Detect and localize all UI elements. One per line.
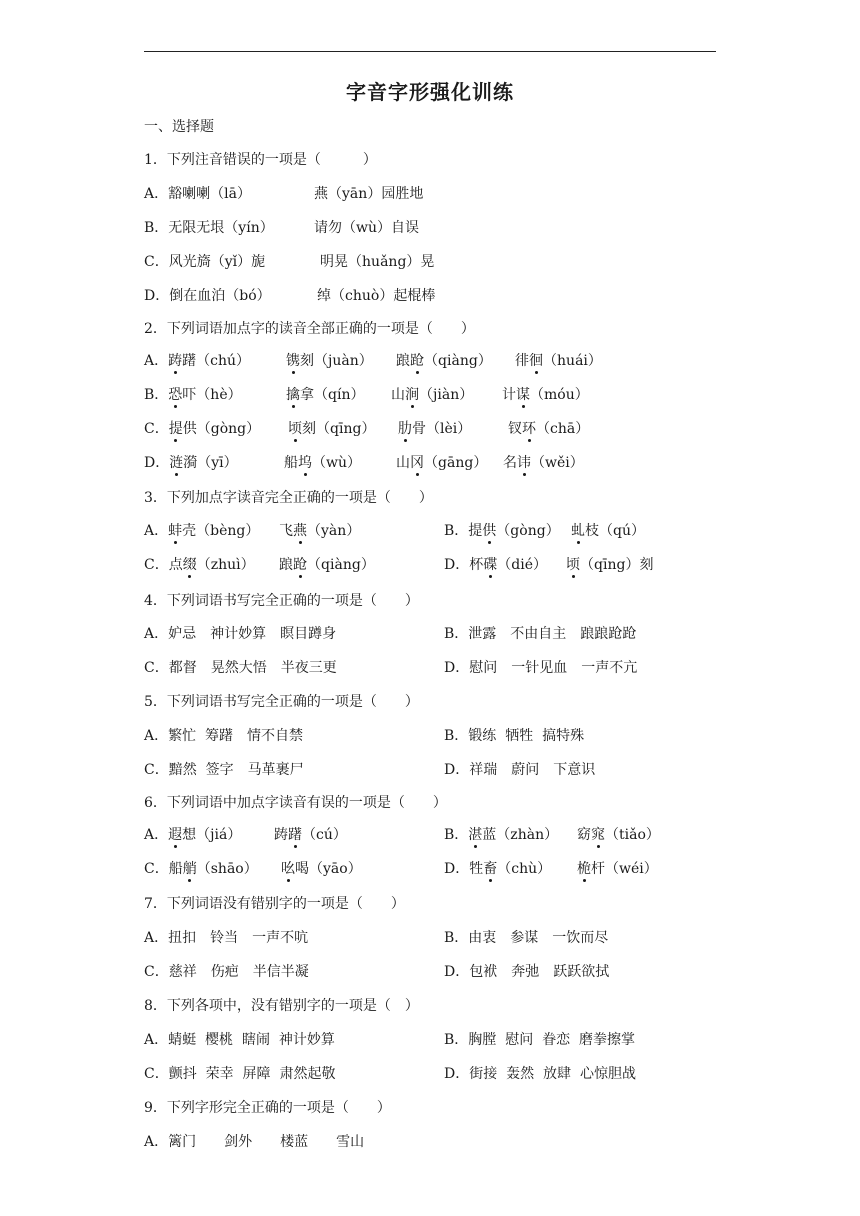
dotted-char: 镌 [286, 353, 300, 369]
line-segment: A．踌躇（chú） [144, 353, 251, 369]
dotted-char: 窕 [591, 827, 605, 843]
line-segment: D．街接 轰然 放肆 心惊胆战 [444, 1066, 636, 1082]
line-segment: 计谋（móu） [502, 387, 589, 403]
line-segment: 船坞（wù） [284, 455, 362, 471]
line-segment: C．黯然 签字 马革裹尸 [144, 762, 304, 778]
dotted-char: 涧 [405, 387, 419, 403]
line-segment: 钗环（chā） [508, 421, 590, 437]
question-line [144, 659, 724, 677]
dotted-char: 蚌 [168, 523, 183, 539]
line-segment: 燕（yān）园胜地 [314, 186, 424, 202]
line-segment: B．泄露 不由自主 踉踉跄跄 [444, 626, 637, 642]
line-segment: B．锻练 牺牲 搞特殊 [444, 728, 585, 744]
line-segment: 桅杆（wéi） [577, 861, 658, 877]
dotted-char: 遐 [168, 827, 183, 843]
line-segment: B．提供（gòng） [444, 523, 560, 539]
question-line [144, 151, 724, 169]
line-segment: B．由衷 参谋 一饮而尽 [444, 930, 609, 946]
line-segment: C．风光旖（yǐ）旎 [144, 254, 266, 270]
line-segment: 2．下列词语加点字的读音全部正确的一项是（ ） [144, 321, 475, 337]
question-line [144, 1133, 724, 1151]
dotted-char: 躇 [288, 827, 302, 843]
line-segment: 8．下列各项中，没有错别字的一项是（ ） [144, 998, 419, 1014]
line-segment: 踉跄（qiàng） [279, 557, 375, 573]
question-line [144, 1065, 724, 1083]
dotted-char: 缀 [182, 557, 197, 573]
line-segment: C．提供（gòng） [144, 421, 261, 437]
question-line [144, 625, 724, 643]
question-line [144, 489, 724, 507]
line-segment: 肋骨（lèi） [398, 421, 472, 437]
dotted-char: 桅 [577, 861, 591, 877]
line-segment: 飞燕（yàn） [279, 523, 361, 539]
dotted-char: 吆 [281, 861, 295, 877]
question-line [144, 1099, 724, 1117]
line-segment: A．蚌壳（bèng） [144, 523, 260, 539]
question-line [144, 287, 724, 305]
dotted-char: 艄 [182, 861, 197, 877]
dotted-char: 环 [522, 421, 536, 437]
question-line [144, 963, 724, 981]
question-line [144, 895, 724, 913]
dotted-char: 恐 [168, 387, 183, 403]
line-segment: 窈窕（tiǎo） [577, 827, 660, 843]
dotted-char: 湛 [468, 827, 483, 843]
line-segment: A．妒忌 神计妙算 瞑目蹲身 [144, 626, 337, 642]
line-segment: D．慰问 一针见血 一声不亢 [444, 660, 638, 676]
line-segment: 请勿（wù）自误 [314, 220, 420, 236]
line-segment: 踉跄（qiàng） [396, 353, 492, 369]
dotted-char: 徊 [529, 353, 543, 369]
dotted-char: 跄 [293, 557, 307, 573]
dotted-char: 供 [482, 523, 497, 539]
line-segment: 虬枝（qú） [571, 523, 645, 539]
dotted-char: 冈 [410, 455, 424, 471]
line-segment: D．祥瑞 蔚问 下意识 [444, 762, 596, 778]
line-segment: 1．下列注音错误的一项是（ ） [144, 152, 377, 168]
line-segment: 6．下列词语中加点字读音有误的一项是（ ） [144, 795, 447, 811]
question-line [144, 522, 724, 540]
header-rule [144, 51, 716, 52]
line-segment: C．慈祥 伤疤 半信半凝 [144, 964, 309, 980]
question-line [144, 320, 724, 338]
line-segment: D．包袱 奔弛 跃跃欲拭 [444, 964, 610, 980]
line-segment: D．牲畜（chù） [444, 861, 552, 877]
question-line [144, 794, 724, 812]
line-segment: D．倒在血泊（bó） [144, 288, 271, 304]
line-segment: 4．下列词语书写完全正确的一项是（ ） [144, 593, 419, 609]
line-segment: 名讳（wěi） [503, 455, 584, 471]
question-line [144, 997, 724, 1015]
question-line [144, 219, 724, 237]
section-heading [144, 118, 724, 136]
question-line [144, 727, 724, 745]
question-line [144, 860, 724, 878]
line-segment: D．杯碟（dié） [444, 557, 547, 573]
line-segment: C．颤抖 荣幸 屏障 肃然起敬 [144, 1066, 336, 1082]
line-segment: 绰（chuò）起棍棒 [317, 288, 436, 304]
question-line [144, 420, 724, 438]
line-segment: 5．下列词语书写完全正确的一项是（ ） [144, 694, 419, 710]
dotted-char: 谋 [516, 387, 530, 403]
line-segment: B．恐吓（hè） [144, 387, 242, 403]
page-title: 字音字形强化训练 [346, 80, 514, 104]
line-segment: 一、选择题 [144, 119, 214, 135]
line-segment: A．篱门 剑外 楼蓝 雪山 [144, 1134, 365, 1150]
line-segment: A．遐想（jiá） [144, 827, 242, 843]
question-line [144, 386, 724, 404]
line-segment: 山冈（gāng） [396, 455, 488, 471]
line-segment: C．都督 晃然大悟 半夜三更 [144, 660, 337, 676]
line-segment: 顷（qīng）刻 [566, 557, 654, 573]
line-segment: 9．下列字形完全正确的一项是（ ） [144, 1100, 391, 1116]
line-segment: A．豁喇喇（lā） [144, 186, 251, 202]
dotted-char: 肋 [398, 421, 412, 437]
line-segment: 擒拿（qín） [286, 387, 365, 403]
line-segment: 7．下列词语没有错别字的一项是（ ） [144, 896, 405, 912]
dotted-char: 涟 [169, 455, 184, 471]
question-line [144, 826, 724, 844]
question-line [144, 1031, 724, 1049]
question-line [144, 592, 724, 610]
line-segment: 3．下列加点字读音完全正确的一项是（ ） [144, 490, 433, 506]
question-line [144, 556, 724, 574]
line-segment: C．船艄（shāo） [144, 861, 258, 877]
dotted-char: 虬 [571, 523, 585, 539]
question-line [144, 454, 724, 472]
line-segment: B．无限无垠（yín） [144, 220, 274, 236]
dotted-char: 燕 [293, 523, 307, 539]
question-line [144, 185, 724, 203]
line-segment: A．扭扣 铃当 一声不吭 [144, 930, 309, 946]
line-segment: 山涧（jiàn） [391, 387, 474, 403]
line-segment: 徘徊（huái） [515, 353, 602, 369]
line-segment: D．涟漪（yī） [144, 455, 238, 471]
dotted-char: 顷 [288, 421, 302, 437]
question-line [144, 929, 724, 947]
question-line [144, 352, 724, 370]
dotted-char: 坞 [298, 455, 312, 471]
dotted-char: 讳 [517, 455, 531, 471]
question-line [144, 693, 724, 711]
line-segment: A．繁忙 筹躇 情不自禁 [144, 728, 304, 744]
question-line [144, 253, 724, 271]
line-segment: 踌躇（cú） [274, 827, 347, 843]
line-segment: 明晃（huǎng）晃 [320, 254, 435, 270]
dotted-char: 碟 [483, 557, 498, 573]
line-segment: C．点缀（zhuì） [144, 557, 255, 573]
dotted-char: 擒 [286, 387, 300, 403]
line-segment: A．蜻蜓 樱桃 瞎闹 神计妙算 [144, 1032, 335, 1048]
dotted-char: 跄 [410, 353, 424, 369]
dotted-char: 畜 [483, 861, 498, 877]
line-segment: 吆喝（yāo） [281, 861, 362, 877]
line-segment: 顷刻（qīng） [288, 421, 376, 437]
dotted-char: 顷 [566, 557, 580, 573]
line-segment: B．胸膛 慰问 眷恋 磨拳擦掌 [444, 1032, 636, 1048]
question-line [144, 761, 724, 779]
line-segment: B．湛蓝（zhàn） [444, 827, 559, 843]
line-segment: 镌刻（juàn） [286, 353, 373, 369]
dotted-char: 踌 [168, 353, 183, 369]
dotted-char: 提 [168, 421, 183, 437]
